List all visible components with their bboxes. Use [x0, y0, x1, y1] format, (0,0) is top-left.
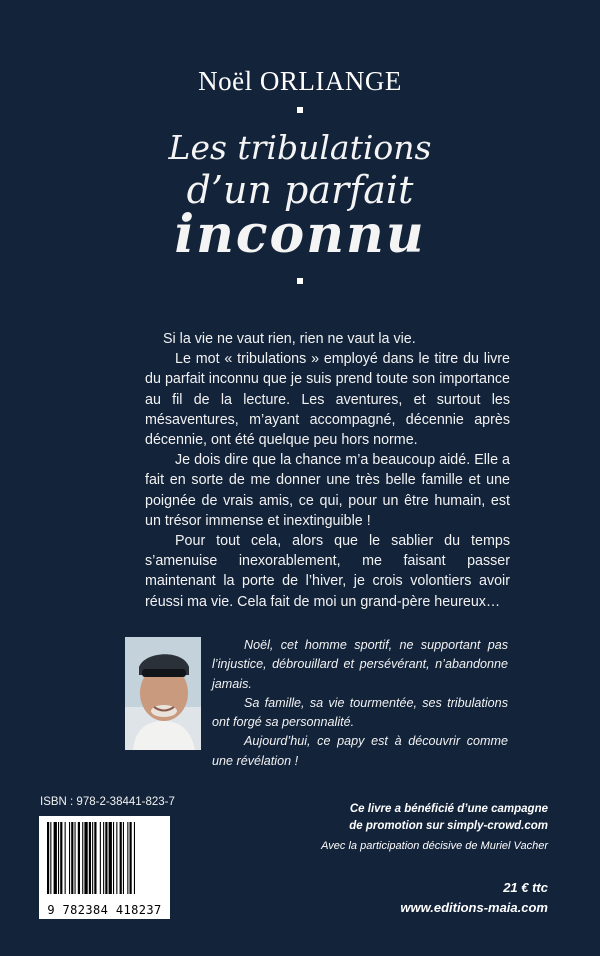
barcode-bar	[54, 822, 57, 894]
barcode-bar	[113, 822, 114, 894]
barcode-bar	[75, 822, 76, 894]
barcode-bar	[92, 822, 93, 894]
bio-paragraph: Aujourd’hui, ce papy est à découvrir comme une révélation !	[212, 734, 508, 768]
ornament-square-top	[297, 107, 303, 113]
title-line-1: Les tribulations	[168, 128, 432, 167]
barcode-bar	[134, 822, 135, 894]
price: 21 € ttc	[503, 880, 548, 895]
promo-note	[349, 801, 548, 835]
barcode-bar	[71, 822, 73, 894]
barcode-bar	[123, 822, 124, 894]
author-photo	[125, 637, 201, 750]
back-cover-text	[145, 329, 510, 612]
publisher-website: www.editions-maia.com	[400, 900, 548, 915]
partner-note: Avec la participation décisive de Muriel Vacher	[321, 840, 548, 852]
title-line-3: inconnu	[174, 204, 426, 265]
barcode-bar	[103, 822, 104, 894]
barcode-bar	[89, 822, 91, 894]
barcode-bar	[127, 822, 128, 894]
bio-paragraph: Sa famille, sa vie tourmentée, ses tribulations ont forgé sa personnalité.	[212, 695, 508, 730]
barcode-bar	[94, 822, 96, 894]
barcode-bar	[69, 822, 70, 894]
barcode-bar	[120, 822, 122, 894]
isbn-label: ISBN : 978-2-38441-823-7	[40, 796, 175, 808]
barcode-bar	[78, 822, 80, 894]
barcode-bar	[130, 822, 132, 894]
barcode-bar	[82, 822, 83, 894]
title-line-2: d’un parfait	[186, 168, 414, 212]
back-text-paragraph: Je dois dire que la chance m’a beaucoup aidé. Elle a fait en sorte de me donner une très belle famille et une poignée de vrais amis, ce qui, pour un être humain, est un trésor immense et inextinguible !	[145, 452, 510, 529]
barcode-bar	[100, 822, 101, 894]
barcode-bar	[58, 822, 59, 894]
back-text-paragraph: Le mot « tribulations » employé dans le titre du livre du parfait inconnu que je suis prend toute son importance au fil de la lecture. Les aventures, et surtout les mésaventures, m’ayant accompagné, décennie après décennie, ont été quelque peu hors norme.	[145, 351, 510, 449]
back-text-paragraph: Si la vie ne vaut rien, rien ne vaut la vie.	[163, 331, 416, 347]
barcode-digits: 9 782384 418237	[47, 903, 162, 917]
promo-line: de promotion sur simply-crowd.com	[349, 820, 548, 832]
bio-paragraph: Noël, cet homme sportif, ne supportant pas l’injustice, débrouillard et persévérant, n’abandonne jamais.	[212, 638, 508, 691]
author-bio	[212, 636, 508, 771]
barcode-bar	[50, 822, 51, 894]
promo-line: Ce livre a bénéficié d’une campagne	[349, 803, 548, 815]
barcode-bar	[65, 822, 66, 894]
barcode-bar	[47, 822, 49, 894]
ornament-square-bottom	[297, 278, 303, 284]
barcode-bar	[116, 822, 117, 894]
back-text-paragraph: Pour tout cela, alors que le sablier du temps s’amenuise inexorablement, me faisant passer maintenant la porte de l’hiver, je crois volontiers avoir réussi ma vie. Cela fait de moi un grand-père heureux…	[145, 533, 510, 610]
barcode-bar	[109, 822, 112, 894]
barcode-bar	[60, 822, 62, 894]
barcode	[39, 816, 170, 919]
barcode-bar	[105, 822, 107, 894]
author-name: Noël ORLIANGE	[198, 66, 402, 96]
barcode-bar	[84, 822, 87, 894]
